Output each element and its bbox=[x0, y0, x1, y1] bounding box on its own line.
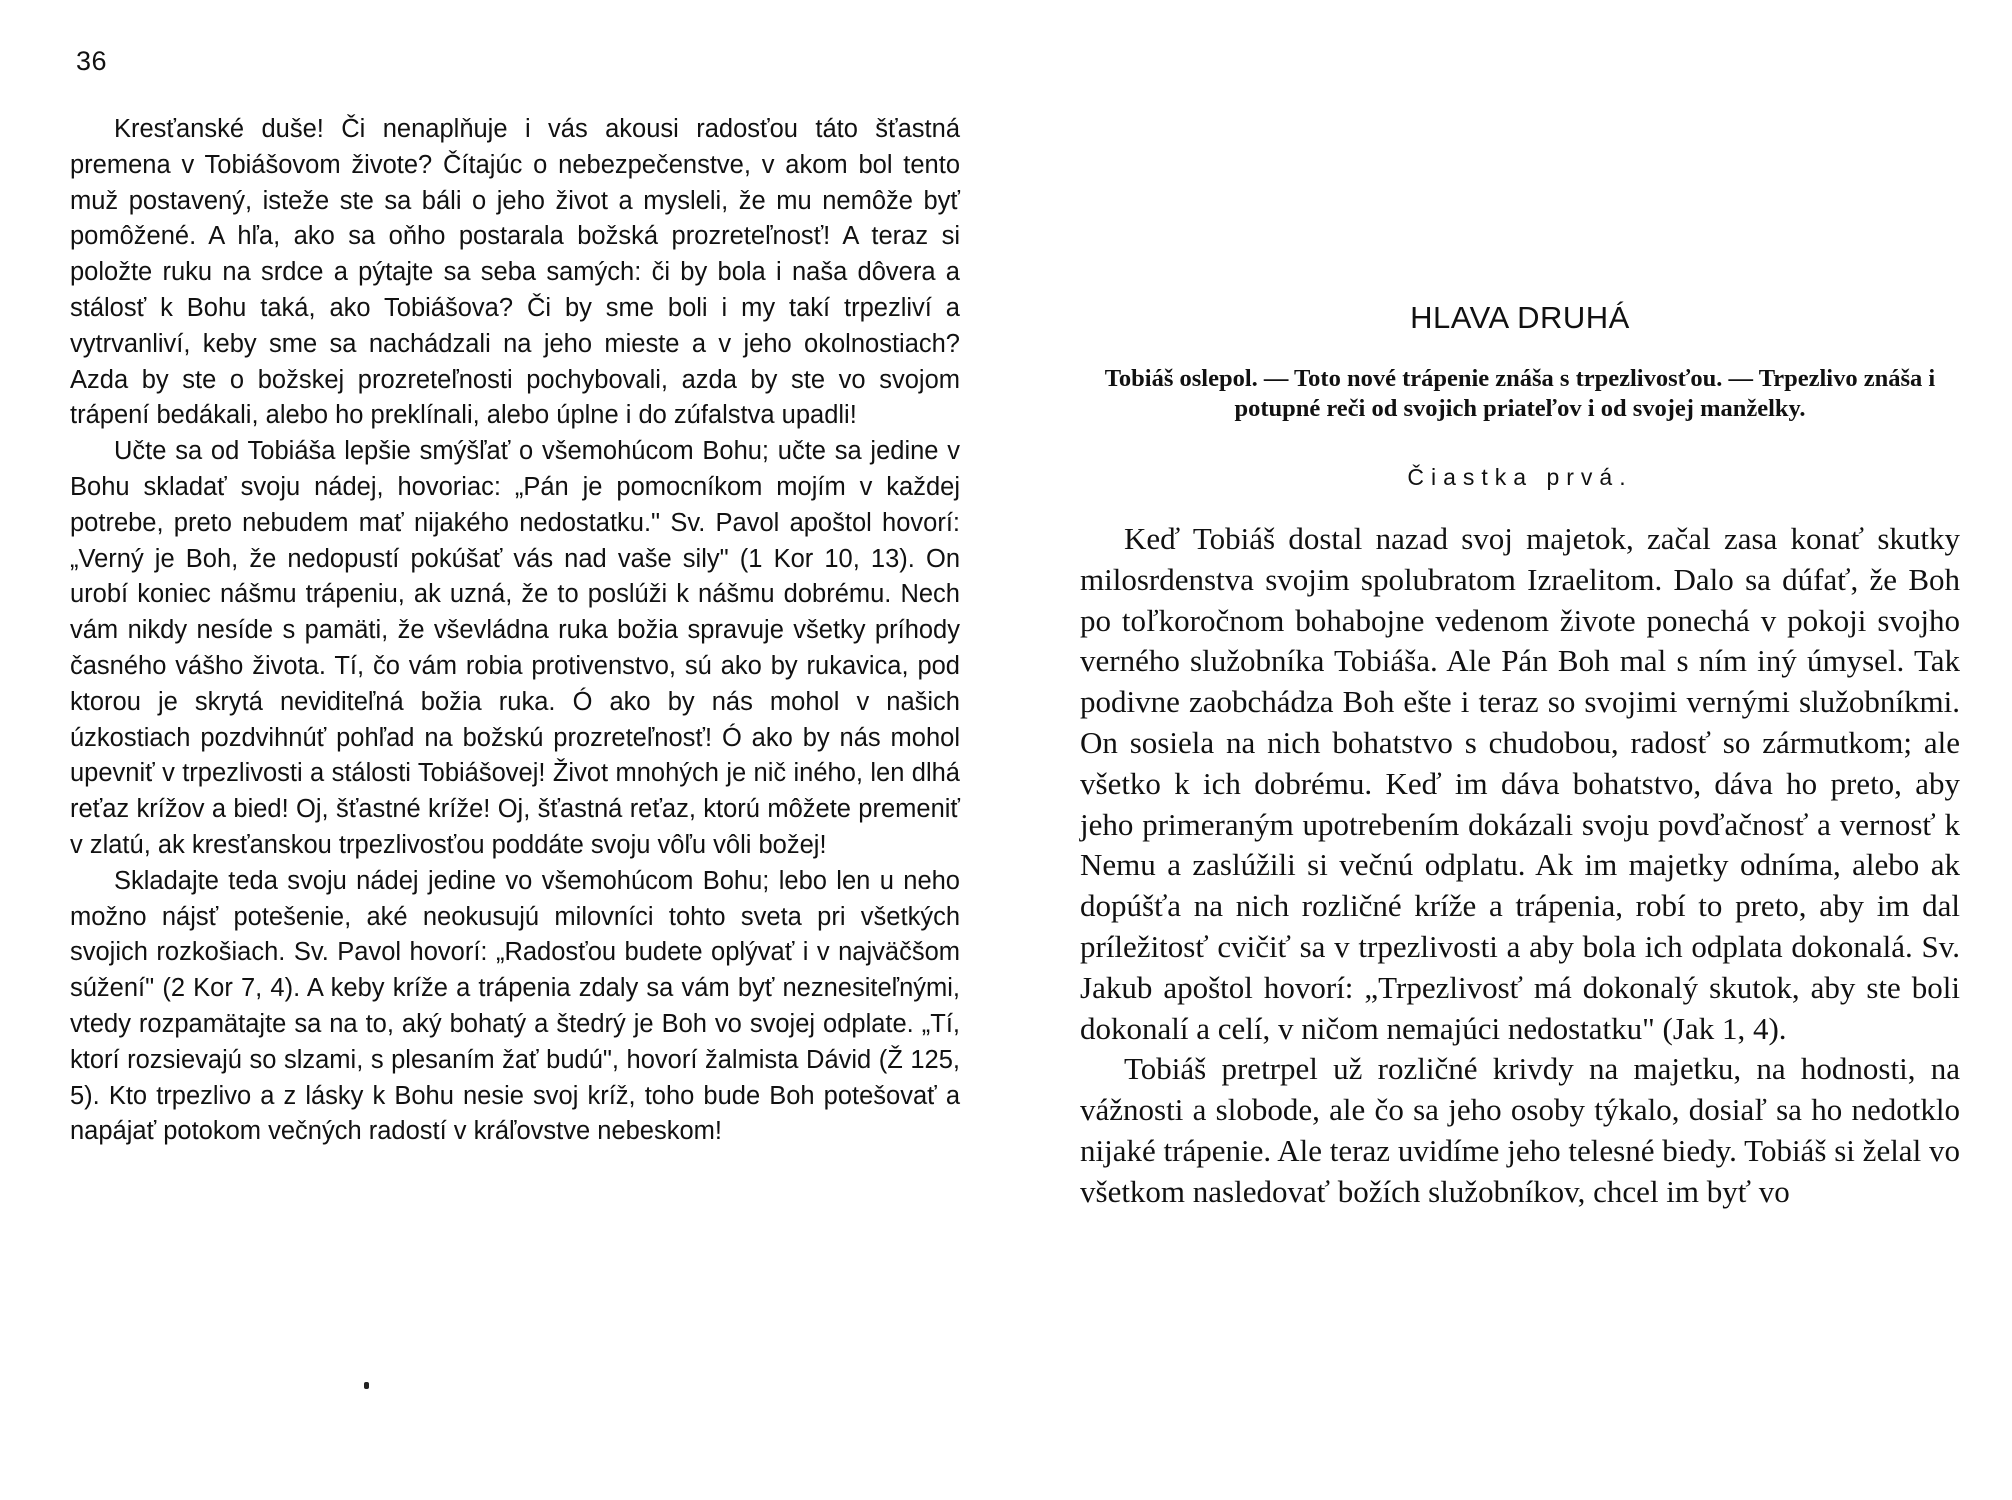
right-page-text bbox=[1080, 519, 1960, 1213]
left-paragraph-2: Učte sa od Tobiáša lepšie smýšľať o všemohúcom Bohu; učte sa jedine v Bohu skladať svoju nádej, hovoriac: „Pán je pomocníkom mojím v každej potrebe, preto nebudem mať nijakého nedostatku." Sv. Pavol apoštol hovorí: „Verný je Boh, že nedopustí pokúšať vás nad vaše sily" (1 Kor 10, 13). On urobí koniec nášmu trápeniu, ak uzná, že to poslúži k nášmu dobrému. Nech vám nikdy nesíde s pamäti, že vševládna ruka božia spravuje všetky príhody časného vášho života. Tí, čo vám robia protivenstvo, sú ako by rukavica, pod ktorou je skrytá neviditeľná božia ruka. Ó ako by nás mohol v našich úzkostiach pozdvihnúť pohľad na božskú prozreteľnosť! Ó ako by nás mohol upevniť v trpezlivosti a stálosti Tobiášovej! Život mnohých je nič iného, len dlhá reťaz krížov a bied! Oj, šťastné kríže! Oj, šťastná reťaz, ktorú môžete premeniť v zlatú, ak kresťanskou trpezlivosťou poddáte svoju vôľu vôli božej! bbox=[70, 437, 960, 859]
chapter-summary: Tobiáš oslepol. — Toto nové trápenie znáša s trpezlivosťou. — Trpezlivo znáša i potupné reči od svojich priateľov i od svojej manželky. bbox=[1104, 365, 1936, 422]
left-page-text bbox=[70, 112, 960, 1150]
chapter-title: HLAVA DRUHÁ bbox=[1410, 300, 1630, 335]
section-title: Čiastka prvá. bbox=[1407, 464, 1633, 490]
right-paragraph-1: Keď Tobiáš dostal nazad svoj majetok, začal zasa konať skutky milosrdenstva svojim spolubratom Izraelitom. Dalo sa dúfať, že Boh po toľkoročnom bohabojne vedenom živote ponechá v pokoji svojho verného služobníka Tobiáša. Ale Pán Boh mal s ním iný úmysel. Tak podivne zaobchádza Boh ešte i teraz so svojimi vernými služobníkmi. On sosiela na nich bohatstvo s chudobou, radosť so zármutkom; ale všetko k ich dobrému. Keď im dáva bohatstvo, dáva ho preto, aby jeho primeraným upotrebením dokázali svoju povďačnosť a vernosť k Nemu a zaslúžili si večnú odplatu. Ak im majetky odníma, alebo ak dopúšťa na nich rozličné kríže a trápenia, robí to preto, aby im dal príležitosť cvičiť sa v trpezlivosti a aby bola ich odplata dokonalá. Sv. Jakub apoštol hovorí: „Trpezlivosť má dokonalý skutok, aby ste boli dokonalí a celí, v ničom nemajúci nedostatku" (Jak 1, 4). bbox=[1080, 521, 1960, 1046]
right-page bbox=[1080, 300, 1960, 1213]
ink-speck bbox=[364, 1382, 369, 1389]
right-paragraph-2: Tobiáš pretrpel už rozličné krivdy na majetku, na hodnosti, na vážnosti a slobode, ale čo sa jeho osoby týkalo, dosiaľ sa ho nedotklo nijaké trápenie. Ale teraz uvidíme jeho telesné biedy. Tobiáš si želal vo všetkom nasledovať božích služobníkov, chcel im byť vo bbox=[1080, 1051, 1960, 1209]
left-paragraph-3: Skladajte teda svoju nádej jedine vo všemohúcom Bohu; lebo len u neho možno nájsť potešenie, aké neokusujú milovníci tohto sveta pri všetkých svojich rozkošiach. Sv. Pavol hovorí: „Radosťou budete oplývať i v najväčšom súžení" (2 Kor 7, 4). A keby kríže a trápenia zdaly sa vám byť neznesiteľnými, vtedy rozpamätajte sa na to, aký bohatý a štedrý je Boh vo svojej odplate. „Tí, ktorí rozsievajú so slzami, s plesaním žať budú", hovorí žalmista Dávid (Ž 125, 5). Kto trpezlivo a z lásky k Bohu nesie svoj kríž, toho bude Boh potešovať a napájať potokom večných radostí v kráľovstve nebeskom! bbox=[70, 866, 960, 1146]
left-paragraph-1: Kresťanské duše! Či nenaplňuje i vás akousi radosťou táto šťastná premena v Tobiášovom živote? Čítajúc o nebezpečenstve, v akom bol tento muž postavený, isteže ste sa báli o jeho život a mysleli, že mu nemôže byť pomôžené. A hľa, ako sa oňho postarala božská prozreteľnosť! A teraz si položte ruku na srdce a pýtajte sa seba samých: či by bola i naša dôvera a stálosť k Bohu taká, ako Tobiášova? Či by sme boli i my takí trpezliví a vytrvanliví, keby sme sa nachádzali na jeho mieste a v jeho okolnostiach? Azda by ste o božskej prozreteľnosti pochybovali, azda by ste vo svojom trápení bedákali, alebo ho preklínali, alebo úplne i do zúfalstva upadli! bbox=[70, 115, 960, 430]
page-number: 36 bbox=[76, 46, 108, 76]
